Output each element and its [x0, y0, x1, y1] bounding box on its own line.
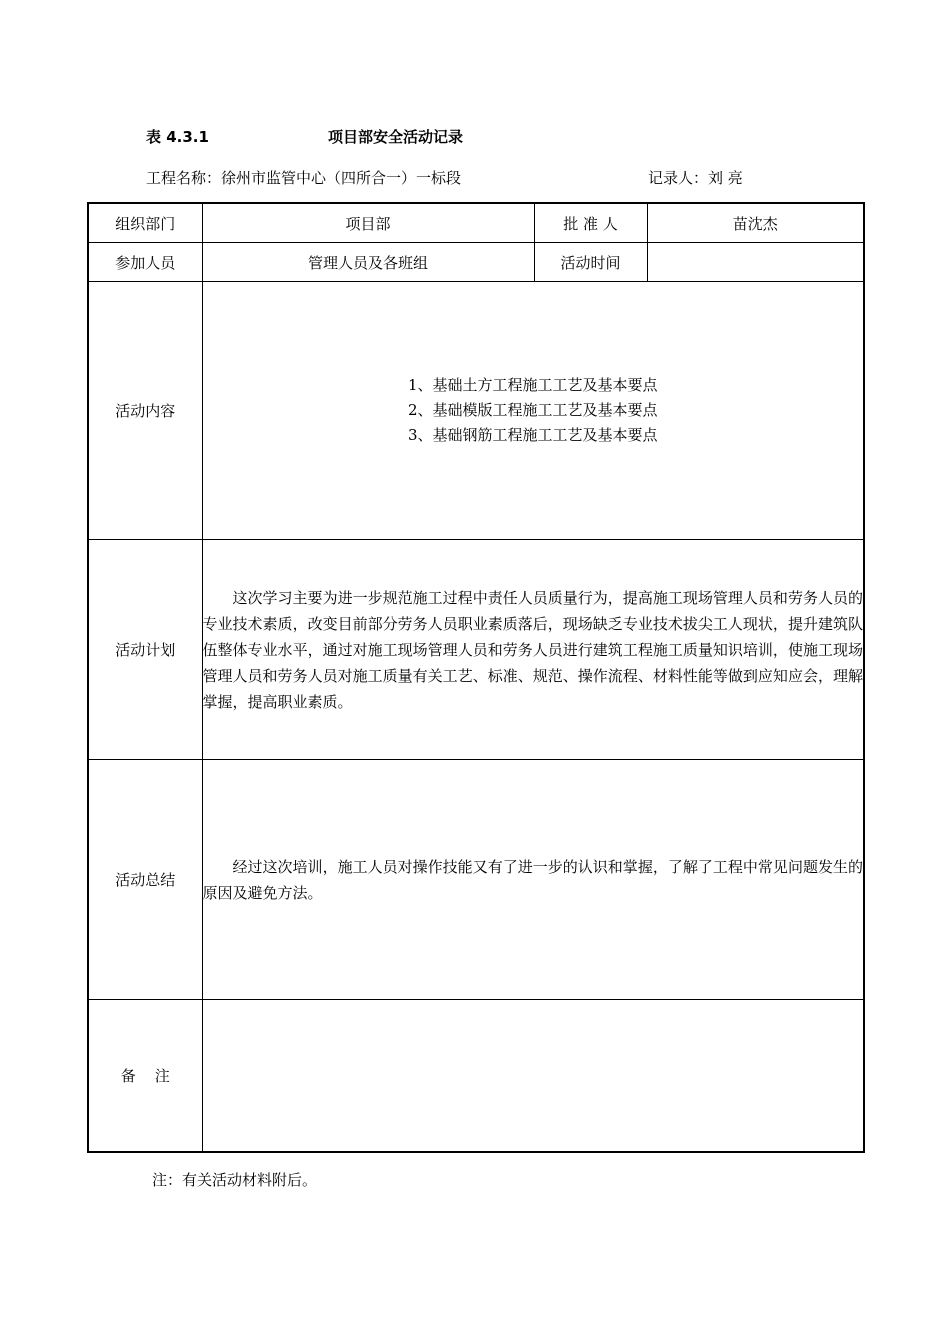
approver-value: 苗沈杰: [647, 203, 864, 243]
list-item: 1、基础土方工程施工工艺及基本要点: [407, 376, 658, 394]
summary-label: 活动总结: [88, 760, 202, 1000]
meta-line: [0, 167, 950, 189]
summary-cell: [202, 760, 864, 1000]
document-title: 项目部安全活动记录: [328, 128, 464, 146]
dept-value: 项目部: [202, 203, 534, 243]
summary-text: 经过这次培训，施工人员对操作技能又有了进一步的认识和掌握，了解了工程中常见问题发生的原因及避免方法。: [202, 857, 863, 902]
participants-value: 管理人员及各班组: [202, 243, 534, 282]
project-name: 工程名称：徐州市监管中心（四所合一）一标段: [146, 169, 462, 187]
time-value: [647, 243, 864, 282]
activity-record-table: [87, 202, 865, 1153]
plan-label: 活动计划: [88, 540, 202, 760]
remarks-cell: [202, 1000, 864, 1153]
table-row: [88, 760, 864, 1000]
table-row: [88, 540, 864, 760]
table-number: 表 4.3.1: [146, 128, 209, 146]
footer-note: 注：有关活动材料附后。: [152, 1171, 318, 1189]
table-row: [88, 1000, 864, 1153]
table-row: [88, 282, 864, 540]
table-row: [88, 243, 864, 282]
content-cell: [202, 282, 864, 540]
document-heading: [0, 126, 950, 148]
plan-text: 这次学习主要为进一步规范施工过程中责任人员质量行为，提高施工现场管理人员和劳务人员的专业技术素质，改变目前部分劳务人员职业素质落后，现场缺乏专业技术拔尖工人现状，提升建筑队伍整体专业水平，通过对施工现场管理人员和劳务人员进行建筑工程施工质量知识培训，使施工现场管理人员和劳务人员对施工质量有关工艺、标准、规范、操作流程、材料性能等做到应知应会，理解掌握，提高职业素质。: [202, 588, 863, 711]
content-label: 活动内容: [88, 282, 202, 540]
recorder: 记录人：刘 亮: [648, 169, 743, 187]
remarks-label: 备 注: [88, 1000, 202, 1153]
table-row: [88, 203, 864, 243]
plan-cell: [202, 540, 864, 760]
approver-label: 批 准 人: [534, 203, 647, 243]
participants-label: 参加人员: [88, 243, 202, 282]
time-label: 活动时间: [534, 243, 647, 282]
dept-label: 组织部门: [88, 203, 202, 243]
list-item: 3、基础钢筋工程施工工艺及基本要点: [407, 426, 658, 444]
list-item: 2、基础模版工程施工工艺及基本要点: [407, 401, 658, 419]
